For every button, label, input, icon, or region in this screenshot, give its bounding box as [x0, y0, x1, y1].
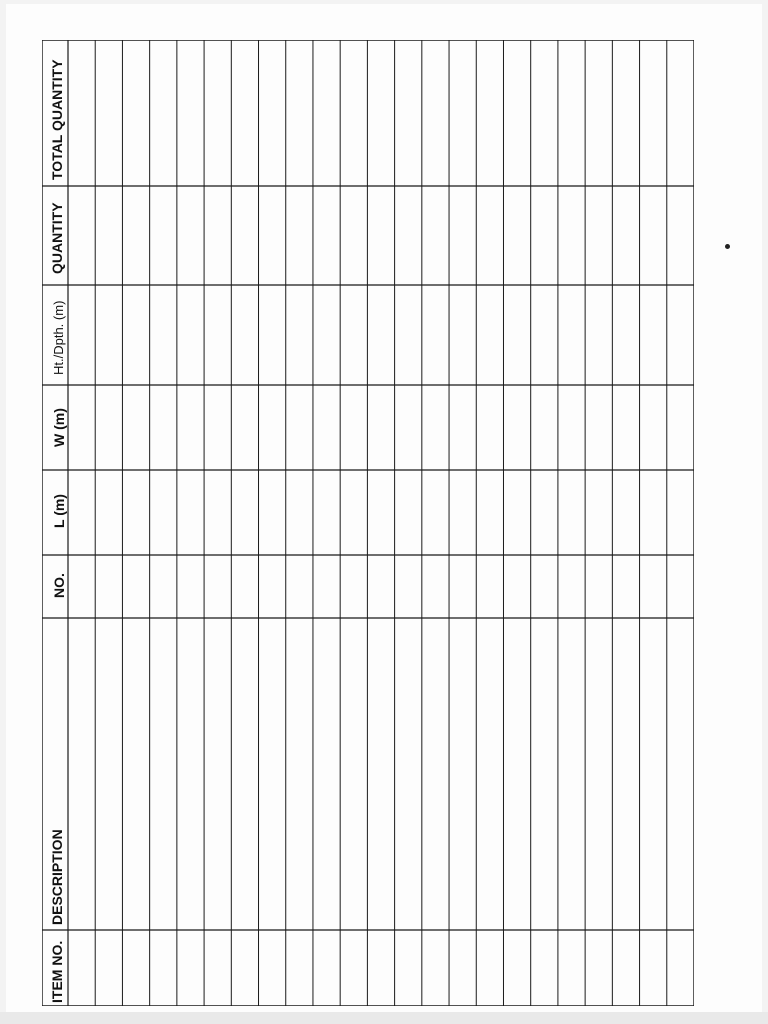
header-quantity: QUANTITY [49, 202, 65, 274]
header-no: NO. [51, 573, 67, 598]
ink-dot [725, 244, 730, 249]
header-item-no: ITEM NO. [49, 940, 65, 1003]
table-grid [42, 40, 694, 1006]
header-total-quantity: TOTAL QUANTITY [49, 59, 65, 180]
header-description: DESCRIPTION [49, 829, 65, 925]
scanner-bed-edge [0, 1012, 768, 1024]
header-width: W (m) [51, 408, 67, 447]
quantity-takeoff-table [42, 40, 694, 1006]
header-length: L (m) [51, 494, 67, 528]
header-height-depth: Ht./Dpth. (m) [51, 300, 66, 375]
